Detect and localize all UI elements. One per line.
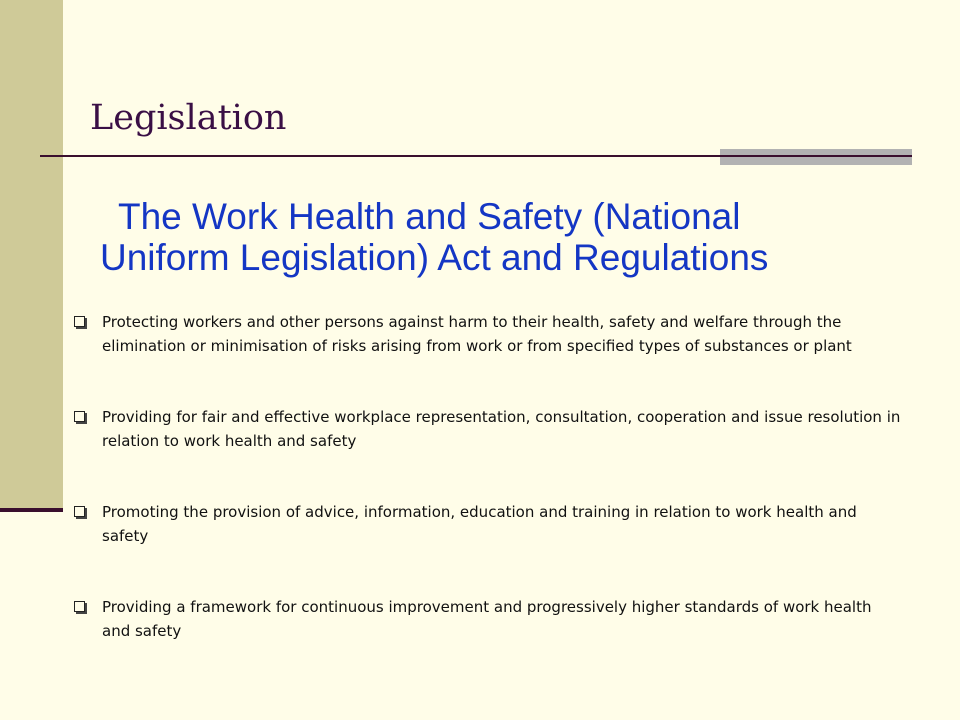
square-bullet-icon <box>74 601 85 612</box>
slide-subtitle <box>100 196 910 278</box>
bullet-item <box>72 405 902 453</box>
left-bar-underline <box>0 508 63 512</box>
bullet-item <box>72 500 902 548</box>
square-bullet-icon <box>74 506 85 517</box>
title-rule-accent <box>720 149 912 165</box>
bullet-text: Promoting the provision of advice, information, education and training in relation to work health and safety <box>102 503 857 545</box>
bullet-text: Providing for fair and effective workplace representation, consultation, cooperation and issue resolution in relation to work health and safety <box>102 408 901 450</box>
title-rule-accent-line <box>720 155 912 157</box>
subtitle-line-2: Uniform Legislation) Act and Regulations <box>100 237 769 278</box>
slide-title: Legislation <box>90 98 287 138</box>
left-decorative-bar <box>0 0 63 511</box>
bullet-item <box>72 310 902 358</box>
square-bullet-icon <box>74 411 85 422</box>
subtitle-line-1: The Work Health and Safety (National <box>118 196 741 237</box>
bullet-text: Providing a framework for continuous improvement and progressively higher standards of work health and safety <box>102 598 872 640</box>
bullet-list <box>72 310 902 690</box>
square-bullet-icon <box>74 316 85 327</box>
bullet-text: Protecting workers and other persons against harm to their health, safety and welfare through the elimination or minimisation of risks arising from work or from specified types of substances or plant <box>102 313 852 355</box>
bullet-item <box>72 595 902 643</box>
